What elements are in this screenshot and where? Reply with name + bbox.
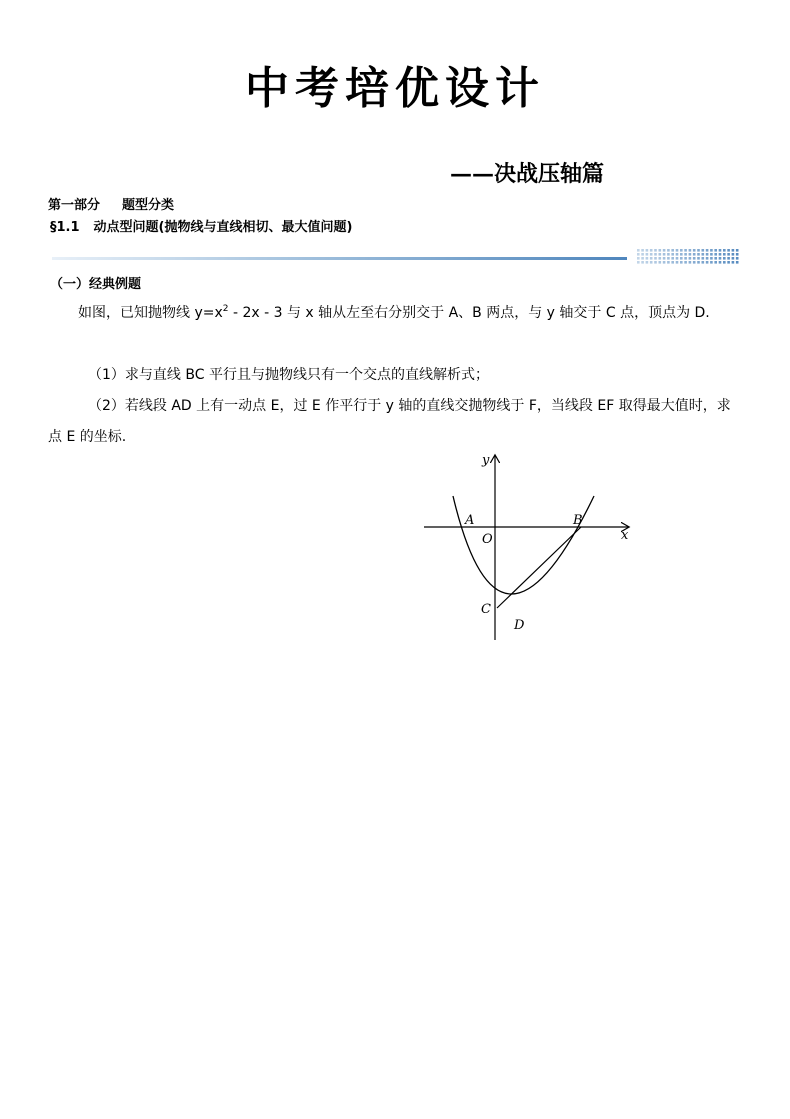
label-a: A — [465, 513, 475, 528]
part-heading — [48, 194, 174, 213]
section-heading — [50, 216, 352, 235]
intro-text-b: - 2x - 3 与 x 轴从左至右分别交于 A、B 两点，与 y 轴交于 C 点，顶点为 D. — [228, 305, 710, 321]
intro-exponent: 2 — [222, 304, 229, 314]
question-1: （1）求与直线 BC 平行且与抛物线只有一个交点的直线解析式； — [88, 367, 489, 383]
section-divider — [52, 245, 742, 265]
section-name: 动点型问题(抛物线与直线相切、最大值问题) — [93, 220, 353, 235]
label-y: y — [482, 453, 490, 468]
problem-intro — [48, 298, 743, 329]
question-2: （2）若线段 AD 上有一动点 E，过 E 作平行于 y 轴的直线交抛物线于 F，当线段 EF 取得最大值时，求点 E 的坐标. — [48, 398, 731, 445]
label-c: C — [481, 602, 491, 617]
example-heading: （一）经典例题 — [50, 277, 142, 292]
parabola-curve — [453, 496, 594, 594]
document-subtitle: ——决战压轴篇 — [450, 161, 605, 187]
segment-bc — [497, 527, 581, 608]
part-label: 第一部分 — [48, 198, 101, 213]
label-b: B — [573, 513, 583, 528]
section-number: §1.1 — [50, 220, 80, 235]
label-x: x — [621, 528, 629, 543]
part-name: 题型分类 — [122, 198, 175, 213]
label-d: D — [514, 618, 525, 633]
label-o: O — [482, 532, 493, 547]
document-title: 中考培优设计 — [245, 63, 545, 114]
parabola-figure — [418, 448, 640, 646]
intro-text-a: 如图，已知抛物线 y=x — [78, 305, 223, 321]
